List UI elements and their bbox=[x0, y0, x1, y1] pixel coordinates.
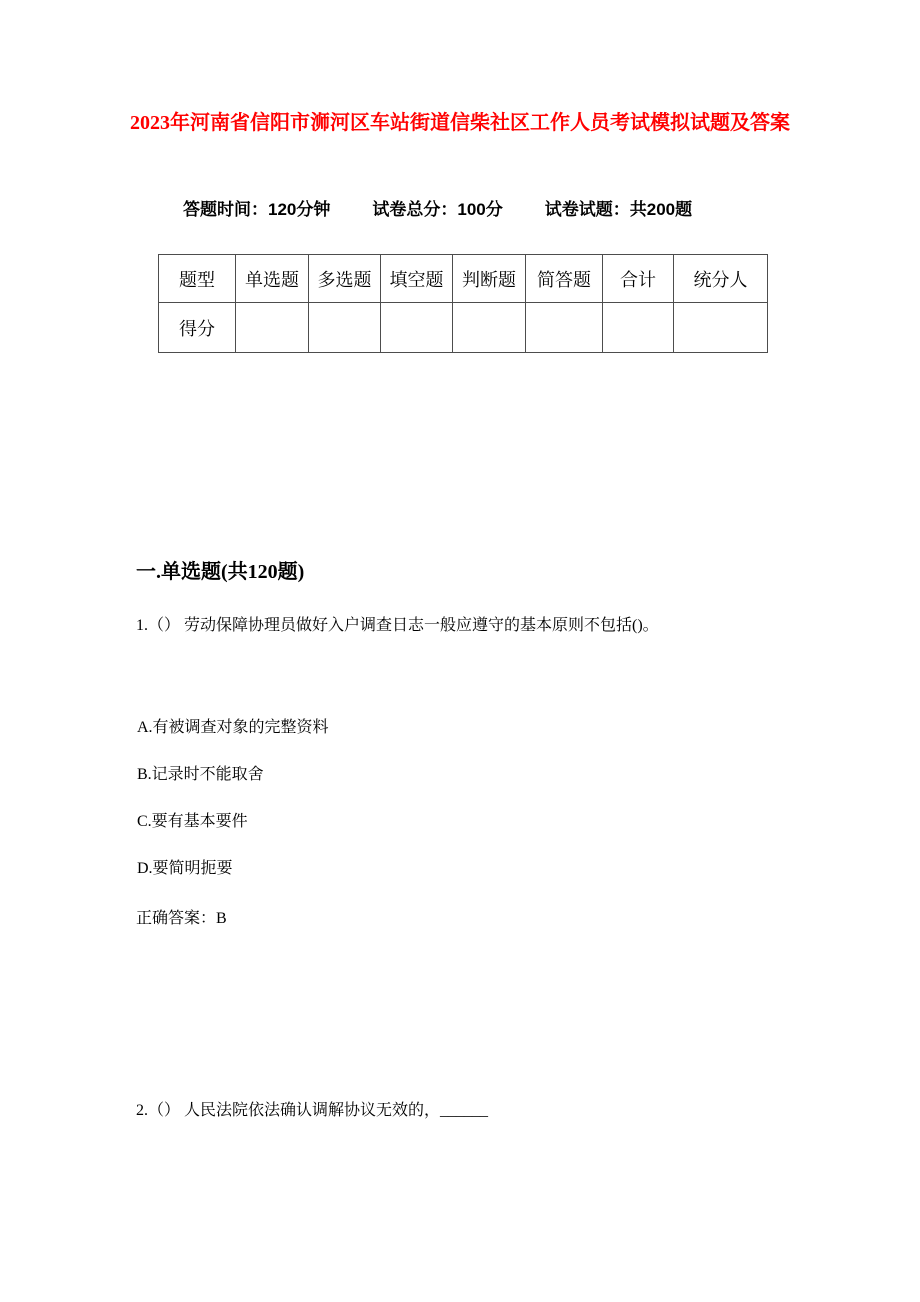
question-1-option-a: A.有被调查对象的完整资料 bbox=[137, 719, 329, 736]
question-1-answer: 正确答案：B bbox=[136, 910, 227, 927]
score-cell-empty bbox=[603, 303, 674, 353]
score-cell-empty bbox=[453, 303, 526, 353]
question-1-text: 1.（） 劳动保障协理员做好入户调查日志一般应遵守的基本原则不包括()。 bbox=[136, 617, 659, 634]
exam-info-line bbox=[183, 198, 920, 222]
question-1-option-d: D.要简明扼要 bbox=[137, 860, 233, 877]
question-1-option-b: B.记录时不能取舍 bbox=[137, 766, 264, 783]
score-row-label: 得分 bbox=[159, 303, 236, 353]
exam-question-count-label: 试卷试题：共200题 bbox=[544, 200, 693, 219]
exam-duration-label: 答题时间：120分钟 bbox=[183, 200, 331, 219]
score-table-header-row bbox=[159, 255, 768, 303]
score-table-header-question-type: 题型 bbox=[159, 255, 236, 303]
page-title: 2023年河南省信阳市浉河区车站街道信柴社区工作人员考试模拟试题及答案 bbox=[130, 112, 790, 134]
score-cell-empty bbox=[381, 303, 453, 353]
score-table-score-row bbox=[159, 303, 768, 353]
score-table-header-total: 合计 bbox=[603, 255, 674, 303]
score-cell-empty bbox=[236, 303, 309, 353]
section-heading: 一.单选题(共120题) bbox=[136, 561, 305, 583]
score-table bbox=[158, 254, 768, 353]
score-table-header-single-choice: 单选题 bbox=[236, 255, 309, 303]
score-cell-empty bbox=[674, 303, 768, 353]
score-cell-empty bbox=[526, 303, 603, 353]
score-table-header-true-false: 判断题 bbox=[453, 255, 526, 303]
score-table-header-short-answer: 简答题 bbox=[526, 255, 603, 303]
exam-total-score-label: 试卷总分：100分 bbox=[372, 200, 503, 219]
question-1-option-c: C.要有基本要件 bbox=[137, 813, 248, 830]
score-table-header-multi-choice: 多选题 bbox=[309, 255, 381, 303]
score-table-header-fill-blank: 填空题 bbox=[381, 255, 453, 303]
score-cell-empty bbox=[309, 303, 381, 353]
score-table-header-scorer: 统分人 bbox=[674, 255, 768, 303]
question-2-text: 2.（） 人民法院依法确认调解协议无效的，______ bbox=[136, 1102, 489, 1119]
